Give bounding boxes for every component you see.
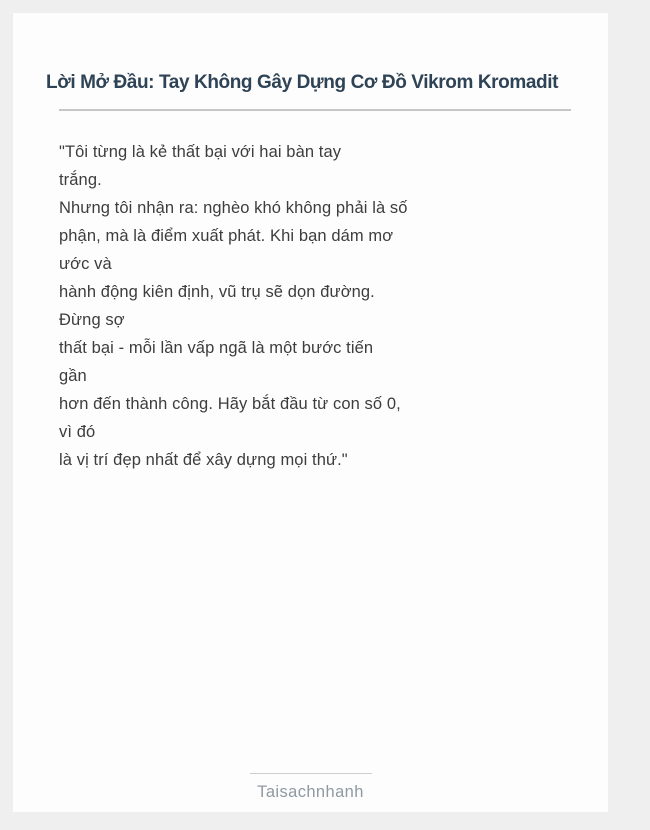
brand-name: Taisachnhanh	[257, 783, 364, 801]
quote-line: Nhưng tôi nhận ra: nghèo khó không phải là số	[59, 199, 408, 217]
quote-line: trắng.	[59, 171, 102, 189]
page-title: Lời Mở Đầu: Tay Không Gây Dựng Cơ Đồ Vikrom Kromadit	[46, 72, 559, 93]
title-divider	[59, 109, 571, 111]
page-card	[13, 13, 608, 812]
quote-line: là vị trí đẹp nhất để xây dựng mọi thứ."	[59, 451, 348, 469]
quote-line: gần	[59, 367, 87, 385]
quote-line: ước và	[59, 255, 112, 273]
quote-line: "Tôi từng là kẻ thất bại với hai bàn tay	[59, 143, 342, 161]
quote-block	[59, 138, 529, 474]
quote-line: hơn đến thành công. Hãy bắt đầu từ con số 0,	[59, 395, 401, 413]
quote-line: hành động kiên định, vũ trụ sẽ dọn đường.	[59, 283, 375, 301]
footer	[13, 773, 608, 802]
quote-line: vì đó	[59, 423, 96, 441]
quote-line: phận, mà là điểm xuất phát. Khi bạn dám mơ	[59, 227, 394, 245]
footer-divider	[250, 773, 372, 774]
quote-line: thất bại - mỗi lần vấp ngã là một bước tiến	[59, 339, 374, 357]
quote-line: Đừng sợ	[59, 311, 125, 329]
